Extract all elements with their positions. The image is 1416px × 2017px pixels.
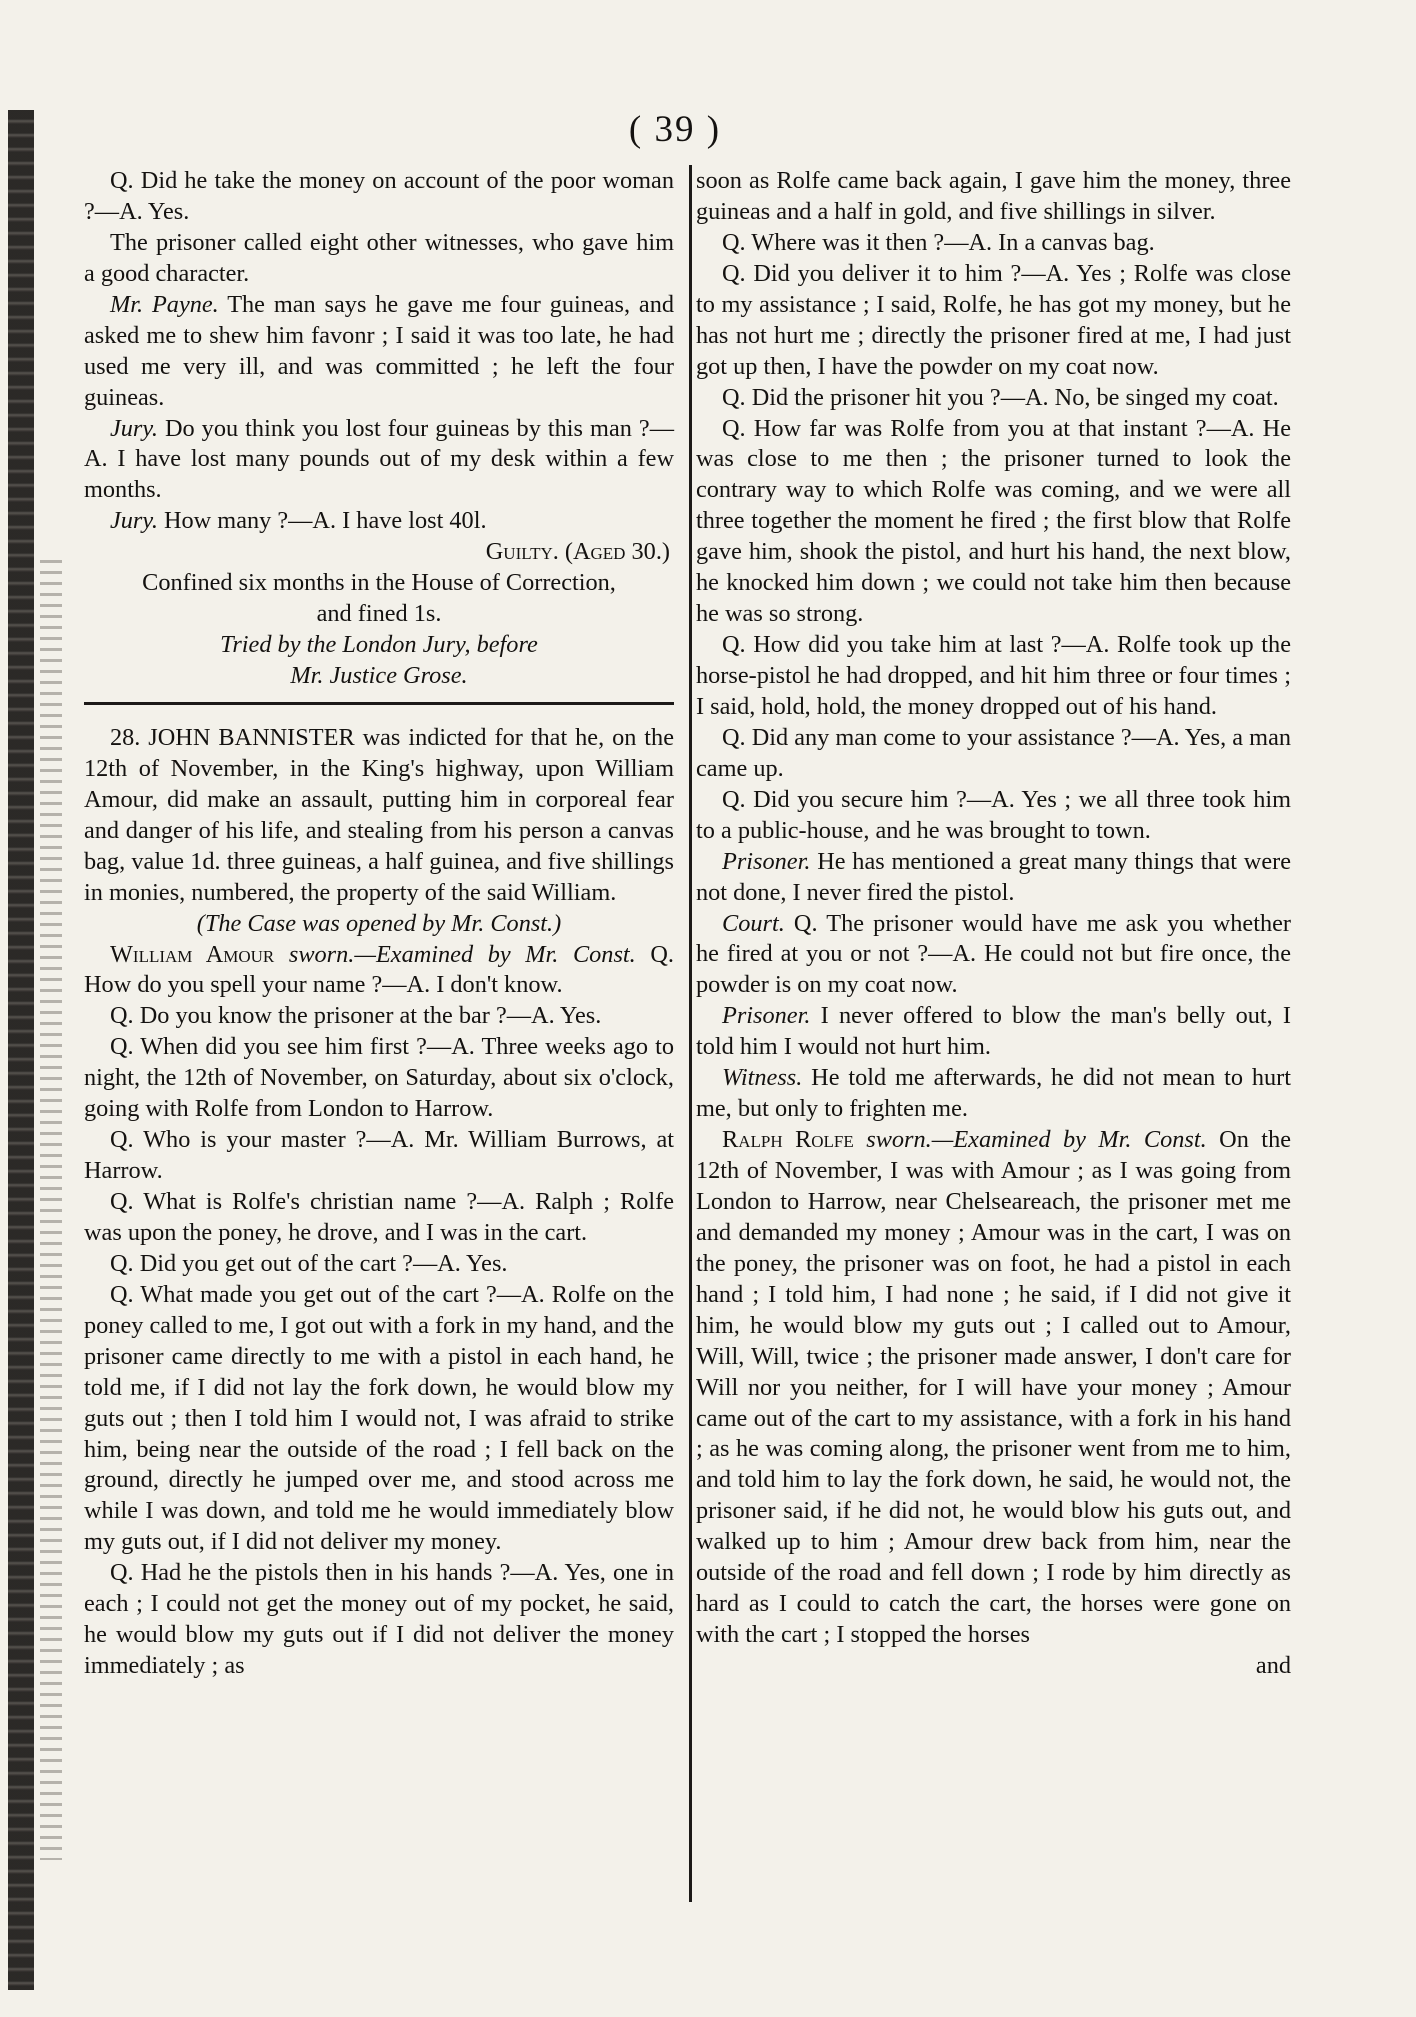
catchword: and: [1255, 1652, 1291, 1679]
tried-by-line: Mr. Justice Grose.: [290, 662, 468, 689]
paragraph-text: Q. The prisoner would have me ask you whether he fired at you or not ?—A. He could not but fire once, the powder is on my coat now.: [696, 909, 1291, 999]
paragraph: Q. When did you see him first ?—A. Three weeks ago to night, the 12th of November, on Saturday, about six o'clock, going with Rolfe from London to Harrow.: [84, 1033, 674, 1123]
paragraph-text: He told me afterwards, he did not mean to hurt me, but only to frighten me.: [696, 1064, 1291, 1123]
speaker-label: Mr. Payne.: [110, 290, 219, 318]
case-opened-note: (The Case was opened by Mr. Const.): [196, 909, 562, 937]
paragraph: [696, 1001, 1291, 1063]
paragraph: Q. Did the prisoner hit you ?—A. No, be singed my coat.: [722, 383, 1279, 411]
page-binding-shadow: [40, 560, 62, 1860]
sentence-line: Confined six months in the House of Correction,: [142, 569, 616, 597]
paragraph: Q. Did he take the money on account of the poor woman ?—A. Yes.: [84, 167, 674, 225]
right-column: [696, 166, 1291, 1682]
paragraph: Q. Who is your master ?—A. Mr. William Burrows, at Harrow.: [84, 1126, 674, 1185]
paragraph: Q. What made you get out of the cart ?—A. Rolfe on the poney called to me, I got out with a fork in my hand, and the prisoner came directly to me with a pistol in each hand, he told me, if I did not lay the fork down, he would blow my guts out ; then I told him I would not, I was afraid to strike him, being near the outside of the road ; I fell back on the ground, directly he jumped over me, and stood across me while I was down, and told me he would immediately blow my guts out, if I did not deliver my money.: [84, 1280, 674, 1556]
paragraph-text: I never offered to blow the man's belly out, I told him I would not hurt him.: [696, 1002, 1291, 1061]
paragraph: Q. Did you get out of the cart ?—A. Yes.: [110, 1249, 508, 1277]
column-divider: [689, 165, 692, 1902]
paragraph: Q. Do you know the prisoner at the bar ?—A. Yes.: [110, 1002, 602, 1030]
paragraph: Q. Did you deliver it to him ?—A. Yes ; Rolfe was close to my assistance ; I said, Rolfe, he has got my money, but he has not hurt me ; directly the prisoner fired at me, I had just got up then, I have the powder on my coat now.: [696, 259, 1291, 380]
paragraph-text: He has mentioned a great many things that were not done, I never fired the pistol.: [696, 847, 1291, 906]
witness-name: William Amour: [110, 940, 275, 968]
paragraph: [696, 909, 1291, 1002]
paragraph: [696, 847, 1291, 909]
tried-by-line: Tried by the London Jury, before: [220, 631, 538, 659]
paragraph: [84, 290, 674, 414]
speaker-label: Prisoner.: [722, 847, 811, 875]
speaker-label: Prisoner.: [722, 1002, 811, 1030]
page-number: ( 39 ): [628, 109, 722, 150]
paragraph: [84, 414, 674, 507]
speaker-label: Jury.: [110, 414, 158, 442]
speaker-label: Court.: [722, 909, 785, 937]
speaker-label: Jury.: [110, 507, 158, 535]
paragraph: [84, 506, 674, 537]
paragraph-text: On the 12th of November, I was with Amour ; as I was going from London to Harrow, near Chelseareach, the prisoner met me and demanded my money ; Amour was in the cart, I was on the poney, the prisoner was on foot, he had a pistol in each hand ; I told him, I had none ; he said, if I did not give it him, he would blow my guts out ; I called out to Amour, Will, Will, twice ; the prisoner made answer, I don't care for Will nor you neither, for I will have your money ; Amour came out of the cart to my assistance, with a fork in his hand ; as he was coming along, the prisoner went from me to him, and told him to lay the fork down, he said, he would not, the prisoner said, if he did not, he would blow his guts out, and walked up to him ; Amour drew back from him, near the outside of the road and fell down ; I rode by him directly as hard as I could to catch the cart, the horses were gone on with the cart ; I stopped the horses: [696, 1126, 1291, 1649]
section-rule: [84, 702, 674, 705]
verdict: Guilty. (Aged 30.): [485, 538, 670, 566]
paragraph: Q. Did you secure him ?—A. Yes ; we all three took him to a public-house, and he was brought to town.: [696, 785, 1291, 844]
paragraph: Q. Did any man come to your assistance ?—A. Yes, a man came up.: [696, 723, 1291, 782]
paragraph-text: How many ?—A. I have lost 40l.: [157, 507, 487, 535]
paragraph-text: Q. How do you spell your name ?—A. I don't know.: [84, 940, 674, 999]
paragraph: Q. How did you take him at last ?—A. Rolfe took up the horse-pistol he had dropped, and hit him three or four times ; I said, hold, hold, the money dropped out of his hand.: [696, 631, 1291, 720]
left-column: [84, 166, 674, 1682]
indictment-paragraph: 28. JOHN BANNISTER was indicted for that he, on the 12th of November, in the King's highway, upon William Amour, did make an assault, putting him in corporeal fear and danger of his life, and stealing from his person a canvas bag, value 1d. three guineas, a half guinea, and five shillings in monies, numbered, the property of the said William.: [84, 723, 674, 906]
witness-name: Ralph Rolfe: [722, 1126, 854, 1154]
sworn-label: sworn.—Examined by Mr. Const.: [274, 940, 636, 968]
paragraph: Q. Where was it then ?—A. In a canvas bag.: [722, 228, 1155, 256]
sworn-label: sworn.—Examined by Mr. Const.: [853, 1126, 1207, 1154]
paragraph-text: Do you think you lost four guineas by this man ?—A. I have lost many pounds out of my desk within a few months.: [84, 414, 674, 504]
paragraph: soon as Rolfe came back again, I gave him the money, three guineas and a half in gold, and five shillings in silver.: [696, 167, 1291, 225]
paragraph: Q. How far was Rolfe from you at that instant ?—A. He was close to me then ; the prisoner turned to look the contrary way to which Rolfe was coming, and we were all three together the moment he fired ; the first blow that Rolfe gave him, shook the pistol, and hurt his hand, the next blow, he knocked him down ; we could not take him then because he was so strong.: [696, 414, 1291, 628]
paragraph: The prisoner called eight other witnesses, who gave him a good character.: [84, 228, 674, 287]
paragraph: [696, 1125, 1291, 1651]
paragraph: Q. What is Rolfe's christian name ?—A. Ralph ; Rolfe was upon the poney, he drove, and I was in the cart.: [84, 1188, 674, 1246]
sentence-line: and fined 1s.: [316, 600, 442, 628]
paragraph-text: The man says he gave me four guineas, and asked me to shew him favonr ; I said it was too late, he had used me very ill, and was committed ; he left the four guineas.: [84, 290, 675, 411]
paragraph: Q. Had he the pistols then in his hands ?—A. Yes, one in each ; I could not get the money out of my pocket, he said, he would blow my guts out if I did not deliver the money immediately ; as: [84, 1559, 674, 1680]
page-binding-edge: [8, 110, 34, 1990]
speaker-label: Witness.: [722, 1064, 803, 1092]
paragraph: [84, 940, 674, 1002]
paragraph: [696, 1063, 1291, 1125]
